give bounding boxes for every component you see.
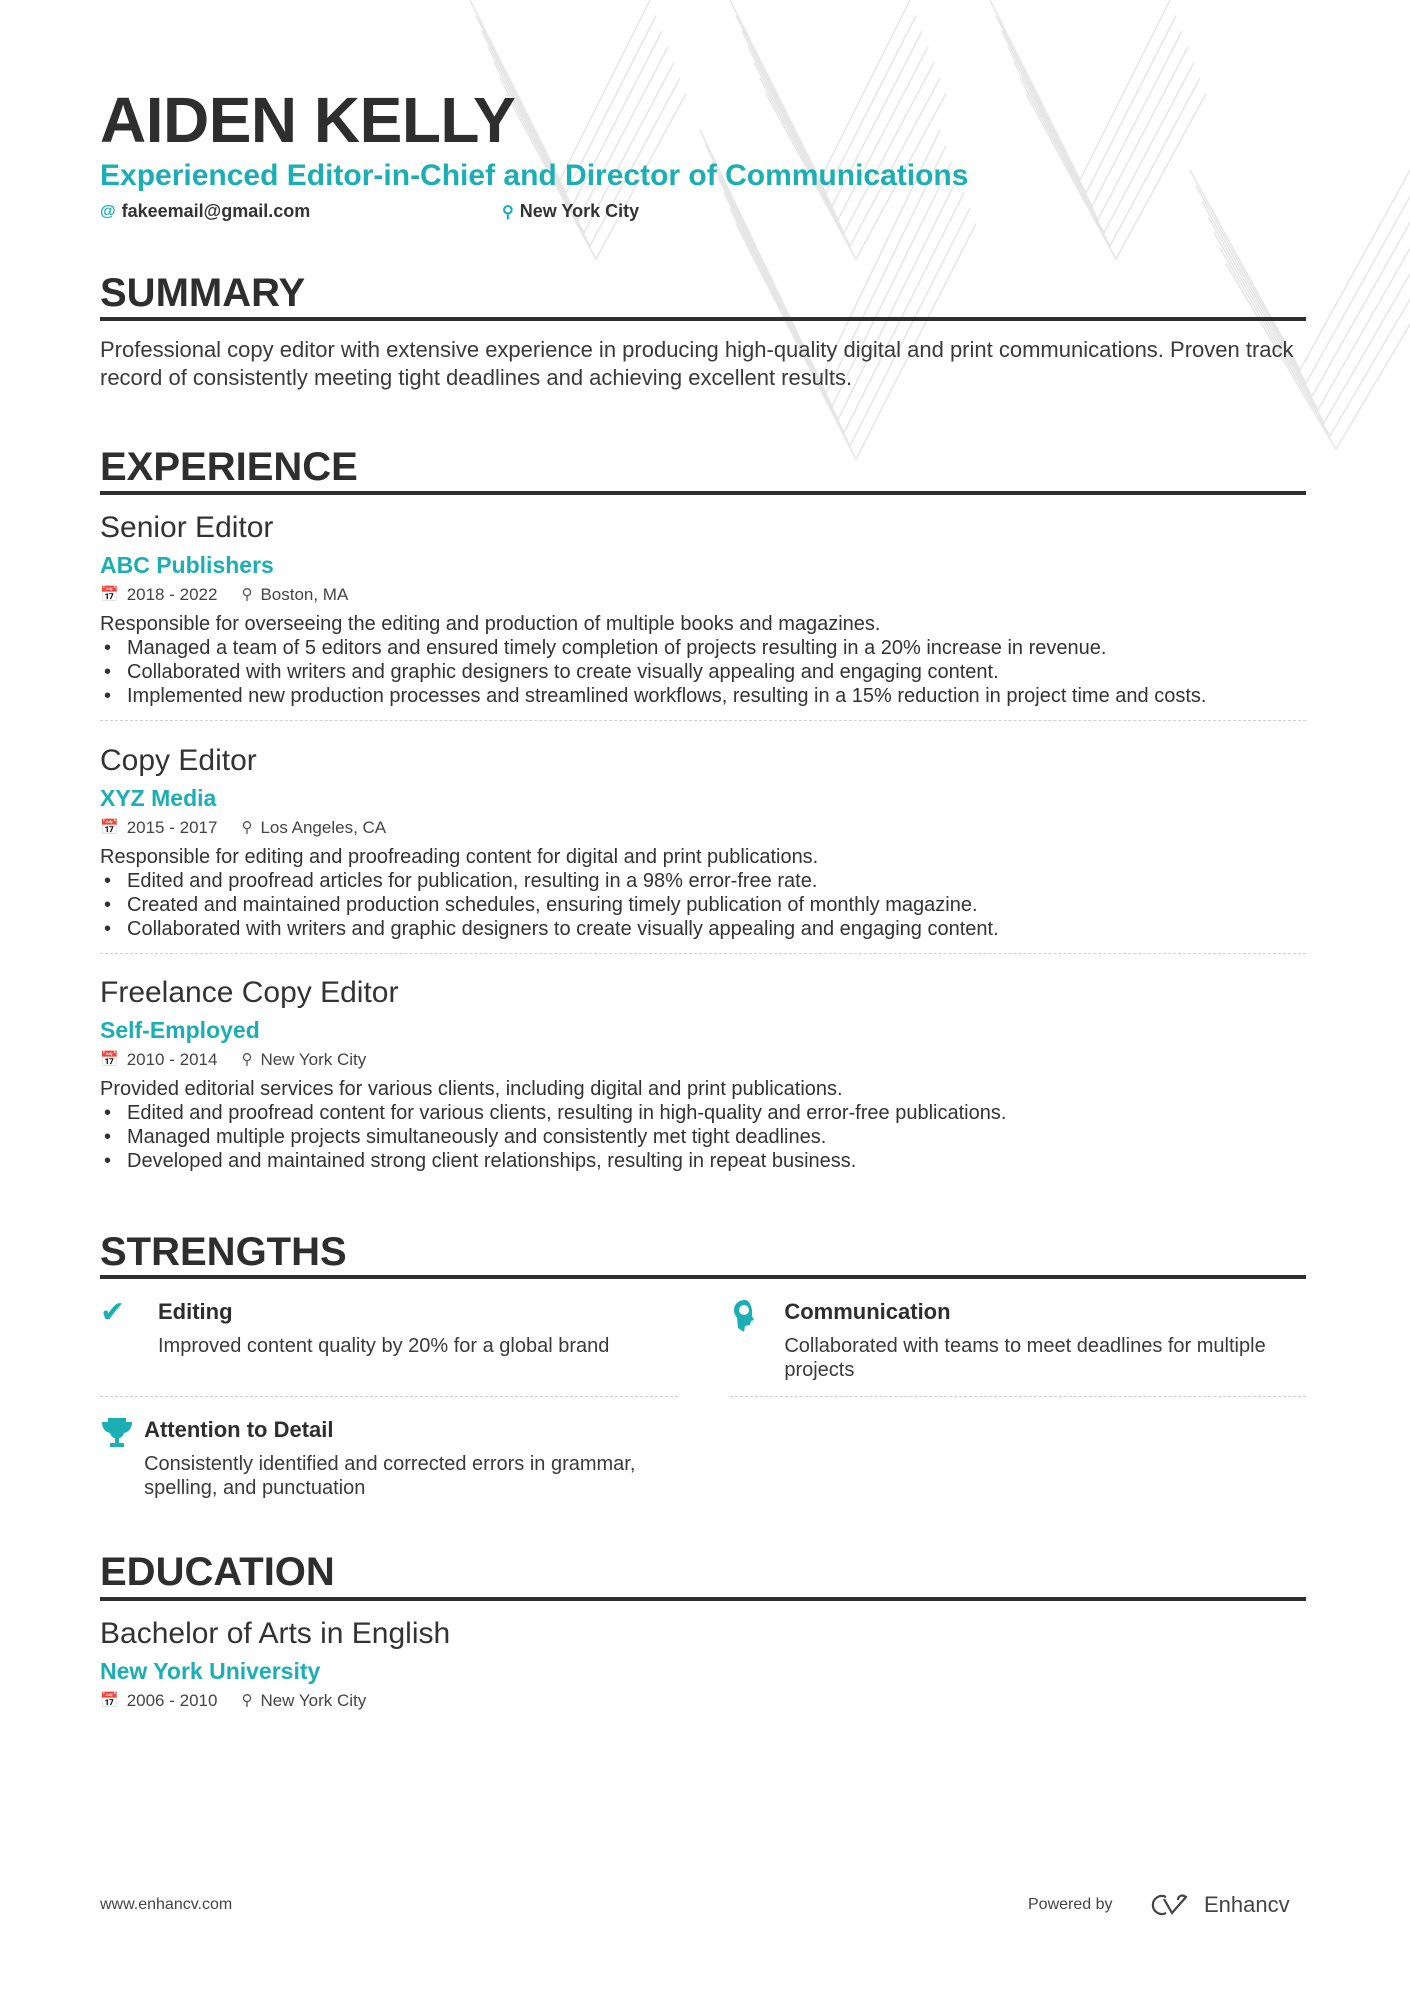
map-pin-icon: ⚲ bbox=[241, 1692, 253, 1709]
experience-entry bbox=[100, 975, 1306, 1173]
bullet-list bbox=[100, 636, 1306, 708]
bullet-item: • Collaborated with writers and graphic designers to create visually appealing and engaging content. bbox=[100, 917, 1306, 941]
education-rule bbox=[100, 1597, 1306, 1601]
strength-title: Editing bbox=[158, 1299, 233, 1324]
location: Boston, MA bbox=[260, 585, 349, 604]
divider bbox=[100, 1396, 678, 1397]
head-icon bbox=[730, 1298, 784, 1382]
check-icon: ✔ bbox=[100, 1296, 126, 1329]
bullet-item: • Implemented new production processes and streamlined workflows, resulting in a 15% reduction in project time and costs. bbox=[100, 684, 1306, 708]
summary-text: Professional copy editor with extensive experience in producing high-quality digital and print communications. Proven track record of consistently meeting tight deadlines and achieving excellent results. bbox=[100, 337, 1294, 390]
strength-item bbox=[100, 1416, 690, 1500]
experience-rule bbox=[100, 491, 1306, 495]
divider bbox=[730, 1396, 1306, 1397]
summary-heading: SUMMARY bbox=[100, 271, 306, 315]
location: Los Angeles, CA bbox=[260, 818, 387, 837]
job-description: Responsible for overseeing the editing and production of multiple books and magazines. bbox=[100, 613, 881, 635]
degree: Bachelor of Arts in English bbox=[100, 1617, 451, 1650]
bullet-item: • Created and maintained production schedules, ensuring timely publication of monthly magazine. bbox=[100, 893, 1306, 917]
company: Self-Employed bbox=[100, 1017, 260, 1043]
location: New York City bbox=[260, 1691, 367, 1710]
calendar-icon: 📅 bbox=[100, 586, 119, 603]
email-text: fakeemail@gmail.com bbox=[121, 201, 311, 221]
enhancv-logo[interactable] bbox=[1146, 1892, 1290, 1918]
experience-heading: EXPERIENCE bbox=[100, 445, 358, 489]
location-text: New York City bbox=[519, 201, 640, 221]
strength-description: Consistently identified and corrected errors in grammar, spelling, and punctuation bbox=[144, 1453, 636, 1499]
strengths-heading: STRENGTHS bbox=[100, 1230, 347, 1274]
bullet-item: • Edited and proofread articles for publication, resulting in a 98% error-free rate. bbox=[100, 869, 1306, 893]
bullet-item: • Managed multiple projects simultaneously and consistently met tight deadlines. bbox=[100, 1125, 1306, 1149]
strength-title: Communication bbox=[784, 1299, 951, 1324]
education-heading: EDUCATION bbox=[100, 1550, 335, 1594]
dates: 2015 - 2017 bbox=[126, 818, 218, 837]
location-contact bbox=[502, 201, 639, 222]
job-description: Provided editorial services for various clients, including digital and print publications. bbox=[100, 1078, 843, 1100]
trophy-icon bbox=[100, 1416, 144, 1500]
school: New York University bbox=[100, 1658, 321, 1684]
bullet-item: • Edited and proofread content for various clients, resulting in high-quality and error-free publications. bbox=[100, 1101, 1306, 1125]
map-pin-icon: ⚲ bbox=[241, 1051, 253, 1068]
calendar-icon: 📅 bbox=[100, 819, 119, 836]
strength-description: Collaborated with teams to meet deadlines for multiple projects bbox=[784, 1335, 1266, 1381]
bullet-item: • Collaborated with writers and graphic designers to create visually appealing and engaging content. bbox=[100, 660, 1306, 684]
dates: 2010 - 2014 bbox=[126, 1050, 218, 1069]
job-role: Freelance Copy Editor bbox=[100, 976, 399, 1009]
summary-rule bbox=[100, 317, 1306, 321]
enhancv-brand: Enhancv bbox=[1204, 1892, 1290, 1917]
email-contact[interactable] bbox=[100, 201, 310, 222]
experience-entry bbox=[100, 743, 1306, 954]
bullet-list bbox=[100, 869, 1306, 941]
map-pin-icon: ⚲ bbox=[241, 586, 253, 603]
bullet-item: • Developed and maintained strong client relationships, resulting in repeat business. bbox=[100, 1149, 1306, 1173]
divider bbox=[100, 953, 1306, 954]
strength-item bbox=[730, 1298, 1306, 1382]
map-pin-icon: ⚲ bbox=[241, 819, 253, 836]
dates: 2018 - 2022 bbox=[126, 585, 218, 604]
calendar-icon: 📅 bbox=[100, 1692, 119, 1709]
bullet-item: • Managed a team of 5 editors and ensured timely completion of projects resulting in a 20% increase in revenue. bbox=[100, 636, 1306, 660]
strength-title: Attention to Detail bbox=[144, 1417, 334, 1442]
job-role: Copy Editor bbox=[100, 744, 257, 777]
location: New York City bbox=[260, 1050, 367, 1069]
bullet-list bbox=[100, 1101, 1306, 1173]
candidate-name: AIDEN KELLY bbox=[100, 84, 516, 156]
powered-by: Powered by bbox=[1028, 1896, 1113, 1913]
experience-entry bbox=[100, 510, 1306, 721]
at-icon: @ bbox=[100, 202, 116, 220]
website-link[interactable]: www.enhancv.com bbox=[100, 1896, 233, 1913]
education-entry bbox=[100, 1616, 1306, 1712]
company: ABC Publishers bbox=[100, 552, 274, 578]
strength-item bbox=[100, 1298, 640, 1358]
enhancv-logo-icon bbox=[1146, 1893, 1192, 1917]
job-description: Responsible for editing and proofreading content for digital and print publications. bbox=[100, 846, 819, 868]
dates: 2006 - 2010 bbox=[126, 1691, 218, 1710]
company: XYZ Media bbox=[100, 785, 217, 811]
job-role: Senior Editor bbox=[100, 511, 274, 544]
candidate-title: Experienced Editor-in-Chief and Director of Communications bbox=[100, 159, 969, 192]
divider bbox=[100, 720, 1306, 721]
strengths-rule bbox=[100, 1275, 1306, 1279]
calendar-icon: 📅 bbox=[100, 1051, 119, 1068]
strength-description: Improved content quality by 20% for a global brand bbox=[158, 1335, 610, 1357]
map-pin-icon: ⚲ bbox=[502, 203, 514, 221]
